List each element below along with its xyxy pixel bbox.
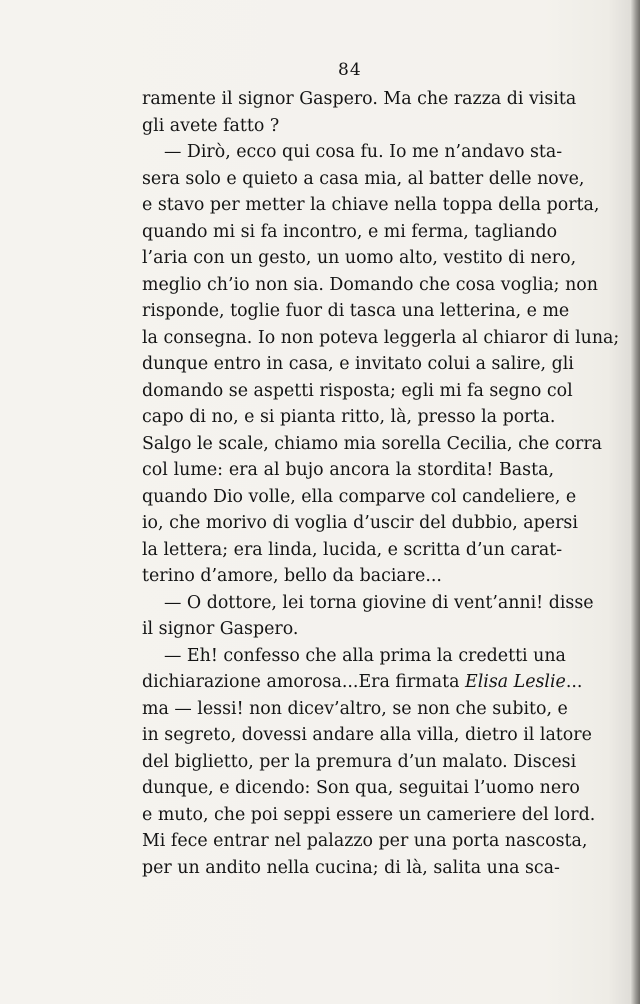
text-line: ma — lessi! non dicev’altro, se non che subito, e [142,698,568,719]
text-line: per un andito nella cucina; di là, salita una sca- [142,857,560,878]
text-line: la lettera; era linda, lucida, e scritta d’un carat- [142,539,563,560]
text-line: quando mi si fa incontro, e mi ferma, tagliando [142,221,558,242]
text-line: — O dottore, lei torna giovine di vent’anni! disse [164,592,594,613]
text-line: in segreto, dovessi andare alla villa, dietro il latore [142,725,592,745]
text-line: il signor Gaspero. [142,619,299,639]
text-line: capo di no, e si pianta ritto, là, presso la porta. [142,407,556,427]
text-line: meglio ch’io non sia. Domando che cosa voglia; non [142,274,598,295]
text-line: gli avete fatto ? [142,115,280,136]
text-line: col lume: era al bujo ancora la stordita! Basta, [142,460,554,480]
text-line: ramente il signor Gaspero. Ma che razza di visita [142,89,577,109]
text-line: dunque entro in casa, e invitato colui a salire, gli [142,354,574,374]
page-edge-shadow [630,0,640,1004]
text-line: e stavo per metter la chiave nella toppa della porta, [142,195,600,215]
text-line: sera solo e quieto a casa mia, al batter delle nove, [142,168,585,189]
text-line: e muto, che poi seppi essere un cameriere del lord. [142,804,596,825]
text-line: — Dirò, ecco qui cosa fu. Io me n’andavo sta- [164,142,563,162]
text-line: risponde, toglie fuor di tasca una letterina, e me [142,301,570,321]
text-line: Salgo le scale, chiamo mia sorella Cecilia, che corra [142,433,603,454]
text-line: io, che morivo di voglia d’uscir del dubbio, apersi [142,513,578,533]
body-text [142,86,620,881]
text-segment: dichiarazione amorosa...Era firmata [142,672,466,692]
italic-signature-name: Elisa Leslie [465,672,566,692]
text-line: domando se aspetti risposta; egli mi fa segno col [142,380,573,401]
text-line [142,669,583,696]
text-segment: ... [565,672,583,692]
text-line: quando Dio volle, ella comparve col candeliere, e [142,486,577,507]
text-line: terino d’amore, bello da baciare... [142,566,442,586]
text-line: l’aria con un gesto, un uomo alto, vestito di nero, [142,248,577,268]
text-line: la consegna. Io non poteva leggerla al chiaror di luna; [142,327,620,348]
text-line: del biglietto, per la premura d’un malato. Discesi [142,751,577,772]
text-line: Mi fece entrar nel palazzo per una porta nascosta, [142,831,588,851]
text-line: — Eh! confesso che alla prima la credetti una [164,645,566,666]
page-number: 84 [338,60,362,80]
text-line: dunque, e dicendo: Son qua, seguitai l’uomo nero [142,778,580,798]
